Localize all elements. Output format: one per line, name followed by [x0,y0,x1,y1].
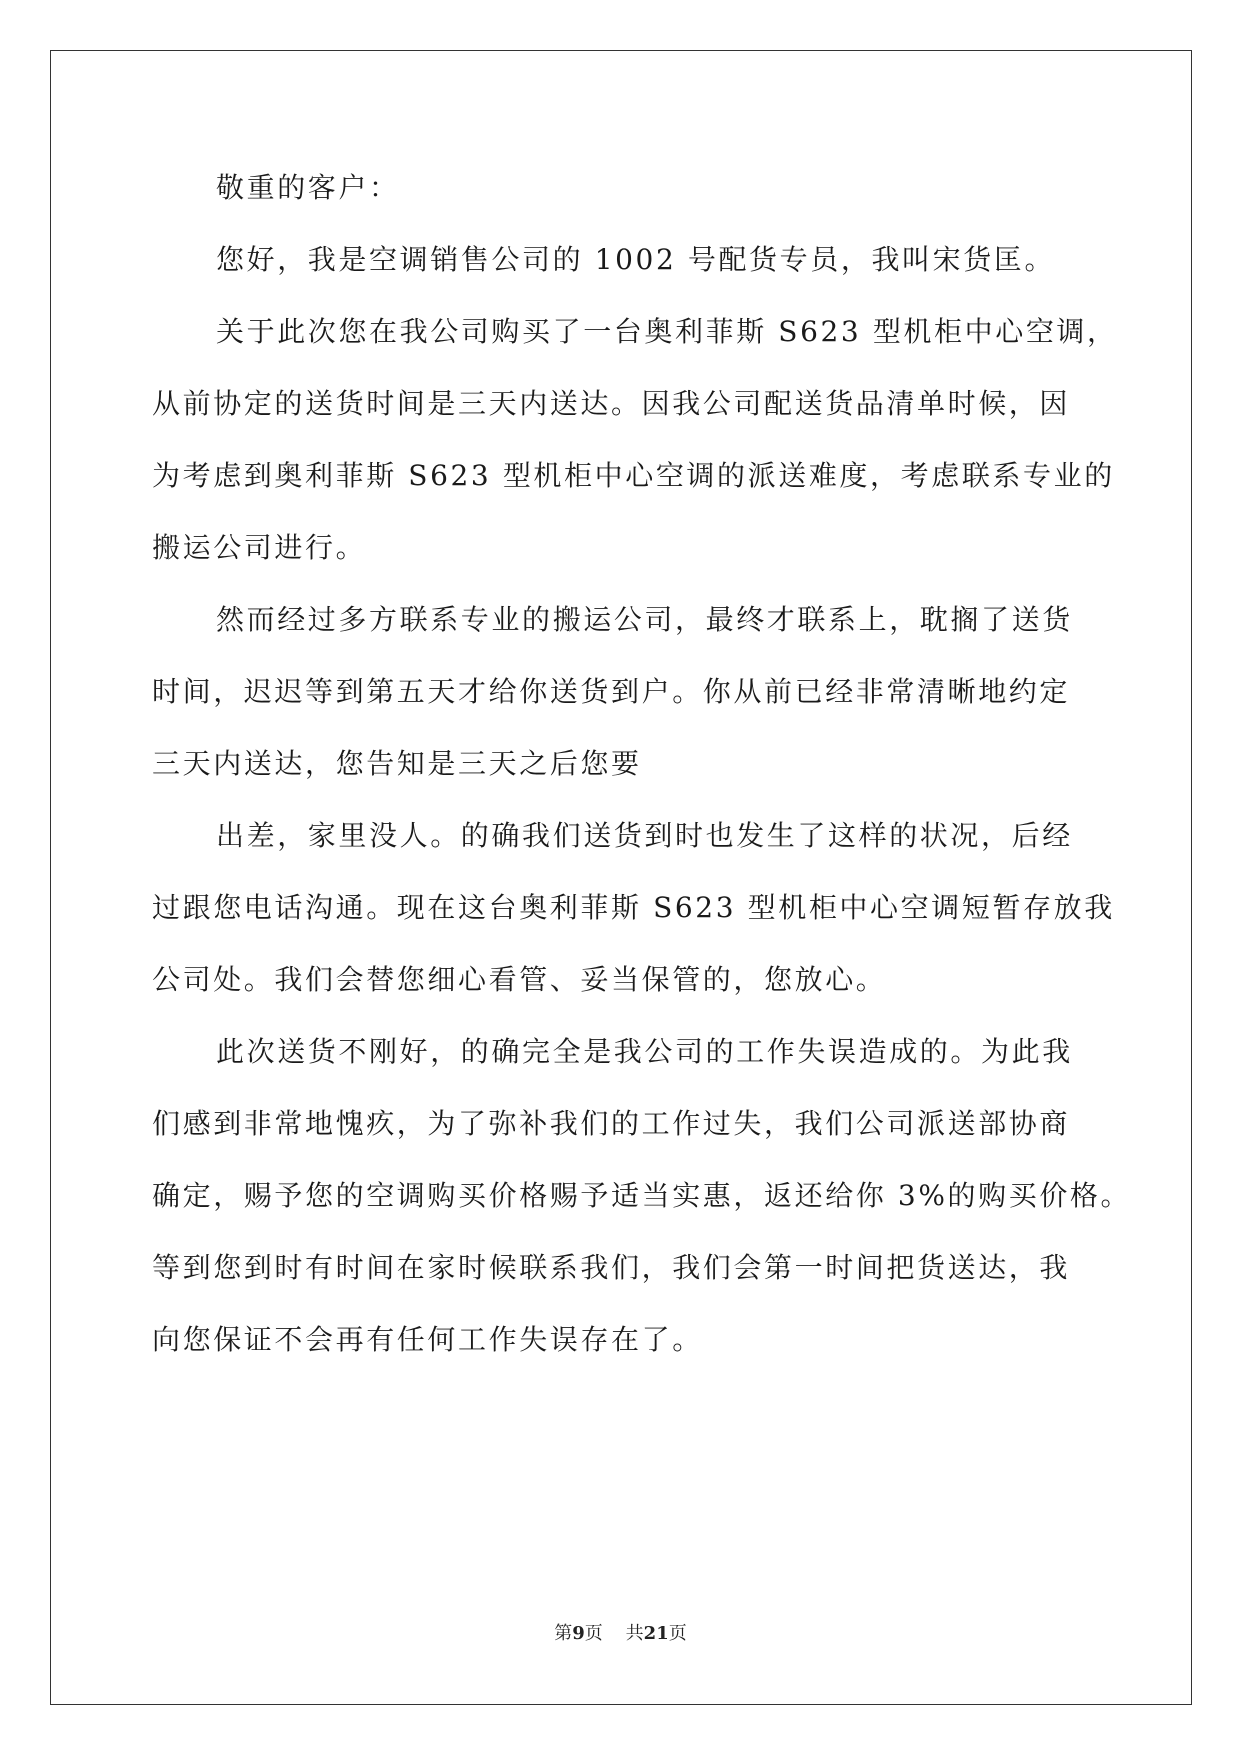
total-pages: 21 [643,1623,669,1644]
total-prefix: 共 [625,1623,644,1644]
paragraph-line: 公司处。我们会替您细心看管、妥当保管的，您放心。 [152,963,887,996]
paragraph-line: 等到您到时有时间在家时候联系我们，我们会第一时间把货送达，我 [152,1251,1071,1284]
paragraph-line: 然而经过多方联系专业的搬运公司，最终才联系上，耽搁了送货 [216,603,1073,636]
paragraph-line: 您好，我是空调销售公司的 1002 号配货专员，我叫宋货匡。 [216,243,1056,276]
paragraph-line: 关于此次您在我公司购买了一台奥利菲斯 S623 型机柜中心空调， [216,315,1118,348]
salutation: 敬重的客户： [216,171,400,204]
paragraph-line: 此次送货不刚好，的确完全是我公司的工作失误造成的。为此我 [216,1035,1073,1068]
paragraph-line: 从前协定的送货时间是三天内送达。因我公司配送货品清单时候，因 [152,387,1071,420]
paragraph-line: 搬运公司进行。 [152,531,367,564]
paragraph-line: 过跟您电话沟通。现在这台奥利菲斯 S623 型机柜中心空调短暂存放我 [152,891,1115,924]
paragraph-line: 确定，赐予您的空调购买价格赐予适当实惠，返还给你 3%的购买价格。 [152,1179,1132,1212]
page-footer [0,1622,1241,1646]
paragraph-line: 时间，迟迟等到第五天才给你送货到户。你从前已经非常清晰地约定 [152,675,1071,708]
page-prefix: 第 [554,1623,573,1644]
page-number: 9 [572,1623,585,1644]
paragraph-line: 三天内送达，您告知是三天之后您要 [152,747,642,780]
total-suffix: 页 [668,1623,687,1644]
paragraph-line: 们感到非常地愧疚，为了弥补我们的工作过失，我们公司派送部协商 [152,1107,1071,1140]
paragraph-line: 为考虑到奥利菲斯 S623 型机柜中心空调的派送难度，考虑联系专业的 [152,459,1115,492]
page-border [50,50,1192,1705]
paragraph-line: 出差，家里没人。的确我们送货到时也发生了这样的状况，后经 [216,819,1073,852]
page-suffix: 页 [584,1623,603,1644]
paragraph-line: 向您保证不会再有任何工作失误存在了。 [152,1323,703,1356]
